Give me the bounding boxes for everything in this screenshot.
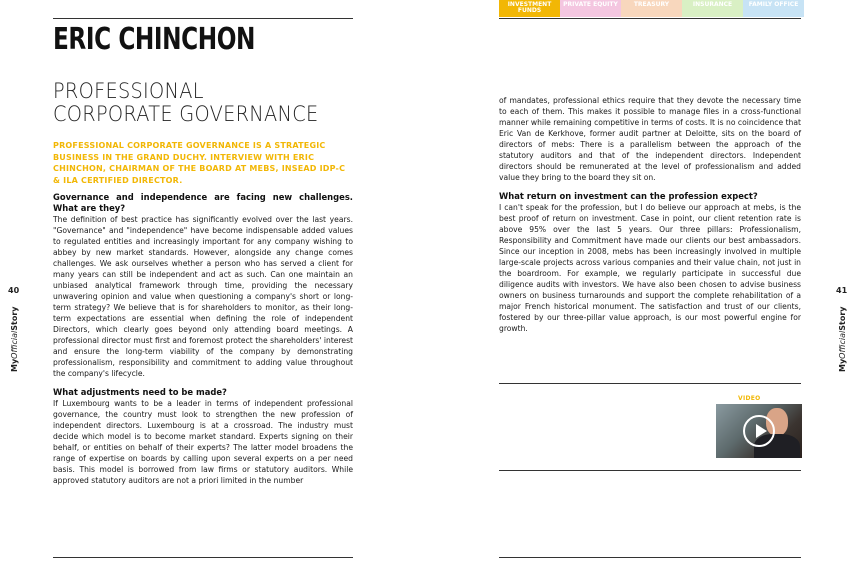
top-rule-right — [499, 18, 801, 19]
author-name: ERIC CHINCHON — [53, 22, 256, 57]
video-bottom-rule — [499, 470, 801, 471]
tab-family-office[interactable]: FAMILY OFFICE — [743, 0, 804, 17]
side-label-right: MyOfficialStory — [838, 306, 847, 372]
left-column — [53, 192, 353, 486]
article-intro: PROFESSIONAL CORPORATE GOVERNANCE IS A STRATEGIC BUSINESS IN THE GRAND DUCHY. INTERVIEW WITH ERIC CHINCHON, CHAIRMAN OF THE BOARD AT MEBS, INSEAD IDP-C & ILA CERTIFIED DIRECTOR. — [53, 141, 346, 185]
video-thumbnail[interactable] — [716, 404, 802, 458]
article-title: PROFESSIONAL CORPORATE GOVERNANCE — [53, 79, 319, 126]
category-tabs — [499, 0, 804, 17]
right-column — [499, 95, 801, 334]
video-label: VIDEO — [738, 395, 761, 402]
side-label-left: MyOfficialStory — [10, 306, 19, 372]
question-2: What adjustments need to be made? — [53, 387, 227, 397]
play-icon[interactable] — [743, 415, 775, 447]
video-top-rule — [499, 383, 801, 384]
bottom-rule-left — [53, 557, 353, 558]
continuation-text: of mandates, professional ethics require that they devote the necessary time to each of them. This makes it possible to manage files in a cross-functional manner while remaining competitive in terms of costs. It is no coincidence that Eric Van de Kerkhove, former audit partner at Deloitte, sits on the board of directors of mebs: There is a parallelism between the approach of the statutory auditors and that of the independent directors. Independent directors should be remunerated at the level of professionalism and added value they bring to the board they sit on. — [499, 96, 801, 182]
answer-2: If Luxembourg wants to be a leader in terms of independent professional governance, the country must look to strengthen the new profession of independent directors. Luxembourg is at a crossroad. The industry must decide which model is to become market standard. Experts signing on their behalf, or entities on behalf of their experts? The latter model broadens the range of expertise on boards by calling upon several experts on a per need basis. This model is borrowed from law firms or statutory auditors. While approved statutory auditors are not a priori limited in the number — [53, 399, 353, 485]
bottom-rule-right — [499, 557, 801, 558]
tab-insurance[interactable]: INSURANCE — [682, 0, 743, 17]
tab-private-equity[interactable]: PRIVATE EQUITY — [560, 0, 621, 17]
page-number-left: 40 — [8, 286, 20, 295]
tab-investment-funds[interactable]: INVESTMENT FUNDS — [499, 0, 560, 17]
answer-1: The definition of best practice has significantly evolved over the last years. "Governance" and "independence" have become indispensable added values to regulated entities and increasingly important for any company wishing to abbey by new market standards. However, alongside any change comes challenges. We ask ourselves whether a person who has served a client for many years can still be independent and act as such. Can one maintain an unbiased analytical framework through time, providing the necessary unwavering opinion and value when questioning a company's short or long-term strategy? We believe that is for shareholders to monitor, as their long-term expectations are essential when defining the role of independent Directors, which clearly goes beyond only attending board meetings. A professional director must first and foremost protect the shareholders' interest and ensure the long-term viability of the company by demonstrating professionalism, responsibility and commitment to adding value throughout the company's lifecycle. — [53, 215, 353, 378]
page-number-right: 41 — [836, 286, 848, 295]
answer-3: I can't speak for the profession, but I do believe our approach at mebs, is the best proof of return on investment. Case in point, our client retention rate is above 95% over the last 5 years. Our three pillars: Professionalism, Responsibility and Commitment have made our clients our best ambassadors. Since our inception in 2008, mebs has been increasingly involved in multiple large-scale projects across various companies and their value chain, not just in the boardroom. For example, we regularly participate in successful due diligence audits with investors. We have also been chosen to advise business owners on business turnarounds and support the complete rehabilitation of a major French historical monument. The satisfaction and trust of our clients, fostered by our three-pillar value approach, is our most powerful engine for growth. — [499, 203, 801, 333]
top-rule-left — [53, 18, 353, 19]
question-3: What return on investment can the profession expect? — [499, 191, 758, 201]
question-1: Governance and independence are facing new challenges. What are they? — [53, 192, 353, 213]
tab-treasury[interactable]: TREASURY — [621, 0, 682, 17]
